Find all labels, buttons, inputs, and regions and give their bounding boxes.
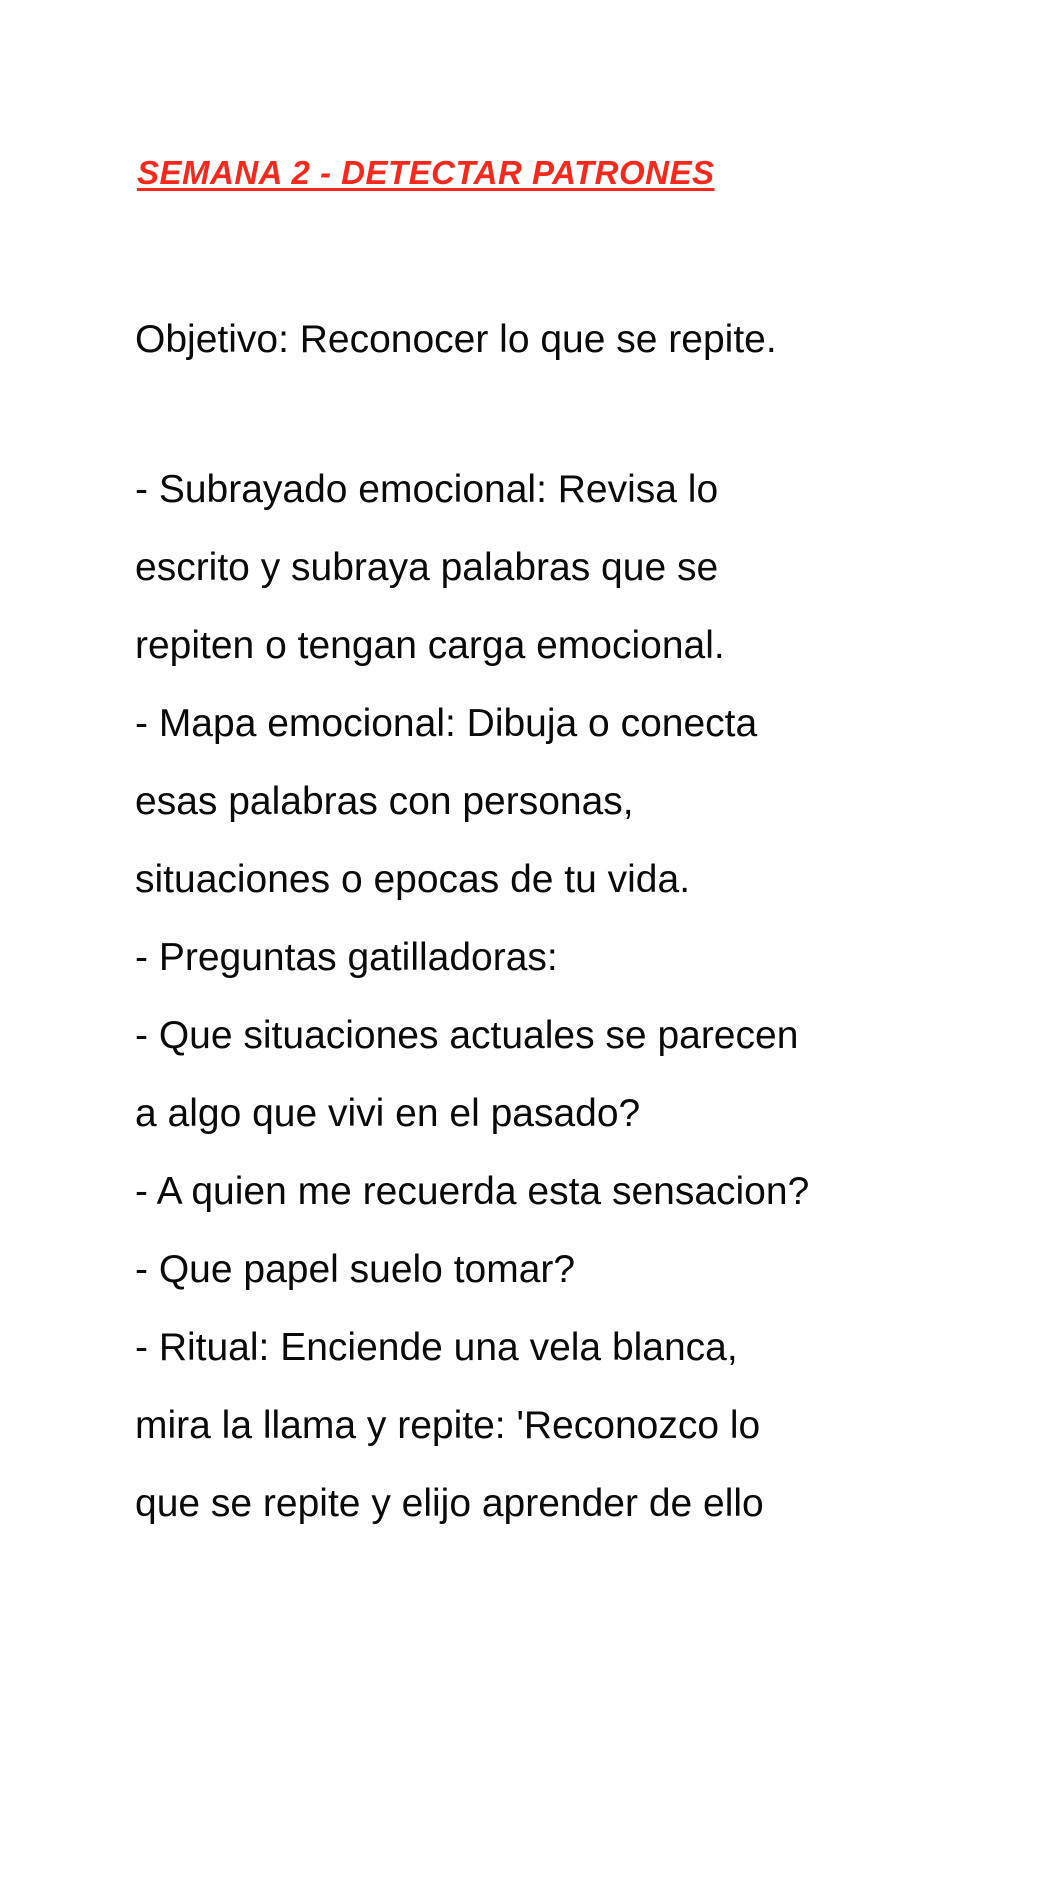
text-line: a algo que vivi en el pasado? xyxy=(135,1092,641,1135)
document-heading: SEMANA 2 - DETECTAR PATRONES xyxy=(137,154,715,191)
text-line: - Preguntas gatilladoras: xyxy=(135,936,558,979)
body-text xyxy=(135,451,809,1543)
text-line: repiten o tengan carga emocional. xyxy=(135,624,725,667)
text-line: situaciones o epocas de tu vida. xyxy=(135,858,691,901)
text-line: - Que situaciones actuales se parecen xyxy=(135,1014,799,1057)
text-line: - Mapa emocional: Dibuja o conecta xyxy=(135,702,758,745)
text-line: - Ritual: Enciende una vela blanca, xyxy=(135,1326,738,1369)
text-line: esas palabras con personas, xyxy=(135,780,634,823)
text-line: que se repite y elijo aprender de ello xyxy=(135,1482,764,1525)
objective-paragraph: Objetivo: Reconocer lo que se repite. xyxy=(135,318,777,361)
text-line: - Subrayado emocional: Revisa lo xyxy=(135,468,719,511)
text-line: - A quien me recuerda esta sensacion? xyxy=(135,1170,810,1213)
text-line: - Que papel suelo tomar? xyxy=(135,1248,576,1291)
text-line: mira la llama y repite: 'Reconozco lo xyxy=(135,1404,761,1447)
text-line: escrito y subraya palabras que se xyxy=(135,546,719,589)
